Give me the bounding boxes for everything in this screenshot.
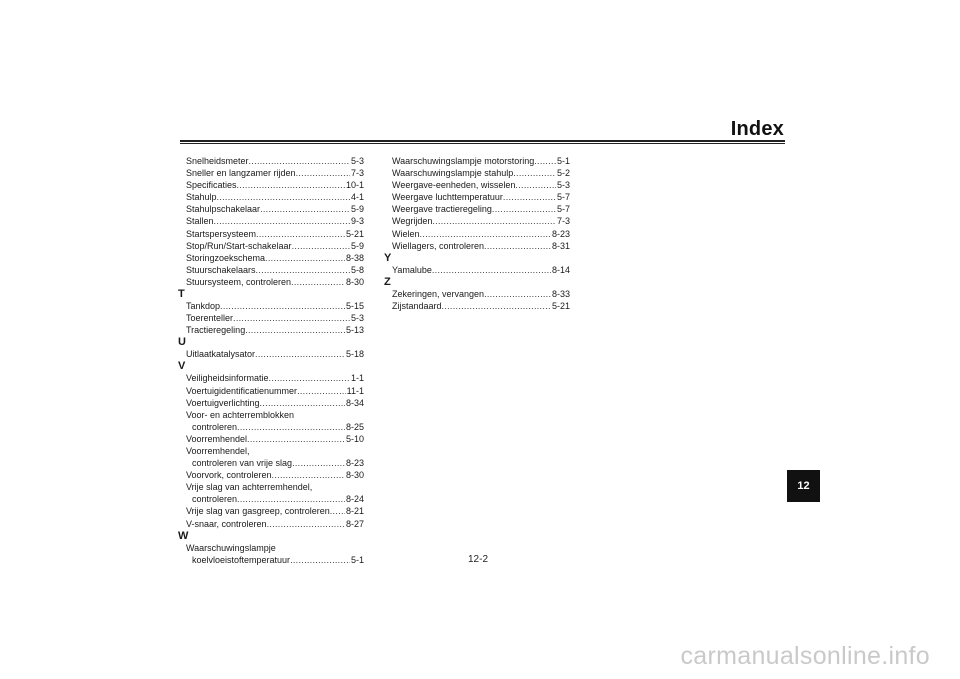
index-entry-text: Stahulpschakelaar: [186, 204, 261, 215]
index-entry-page: 5-21: [345, 228, 364, 239]
index-section-letter: W: [178, 529, 189, 542]
index-entry-page: 1-1: [350, 373, 364, 384]
dot-leader: [237, 421, 345, 433]
index-entry[interactable]: [384, 264, 570, 276]
index-entry-text: Veiligheidsinformatie: [186, 373, 269, 384]
index-entry[interactable]: [178, 276, 364, 288]
index-entry-page: 5-9: [350, 240, 364, 251]
index-entry-page: 8-34: [345, 397, 364, 408]
index-entry[interactable]: [178, 300, 364, 312]
index-entry-page: 5-10: [345, 433, 364, 444]
index-entry[interactable]: [178, 372, 364, 384]
index-entry-page: 11-1: [346, 385, 364, 396]
index-entry-page: 7-3: [556, 216, 570, 227]
index-column-left: [178, 155, 364, 566]
chapter-tab[interactable]: 12: [787, 470, 820, 502]
dot-leader: [492, 203, 556, 215]
index-entry-text: V-snaar, controleren: [186, 518, 267, 529]
index-entry[interactable]: [178, 397, 364, 409]
index-entry[interactable]: [178, 264, 364, 276]
index-entry-heading: Voorremhendel,: [186, 445, 250, 456]
index-entry[interactable]: [178, 505, 364, 517]
index-entry-text: Stop/Run/Start-schakelaar: [186, 240, 292, 251]
dot-leader: [217, 191, 350, 203]
index-entry[interactable]: [178, 203, 364, 215]
index-entry[interactable]: [178, 324, 364, 336]
index-entry[interactable]: [178, 433, 364, 445]
index-entry-page: 5-8: [350, 264, 364, 275]
dot-leader: [330, 505, 345, 517]
index-entry-page: 8-30: [345, 470, 364, 481]
index-entry-text: Zekeringen, vervangen: [392, 288, 485, 299]
index-entry-text: Weergave luchttemperatuur: [392, 192, 503, 203]
index-entry-page: 5-3: [350, 313, 364, 324]
index-entry-text: Weergave-eenheden, wisselen: [392, 180, 516, 191]
index-entry-page: 7-3: [350, 168, 364, 179]
index-entry-page: 5-1: [556, 156, 570, 166]
index-entry[interactable]: [178, 228, 364, 240]
dot-leader: [515, 179, 556, 191]
index-entry[interactable]: [384, 179, 570, 191]
index-entry[interactable]: [384, 288, 570, 300]
index-entry[interactable]: [178, 167, 364, 179]
index-entry[interactable]: [384, 300, 570, 312]
index-entry[interactable]: [178, 312, 364, 324]
index-entry[interactable]: [178, 348, 364, 360]
dot-leader: [233, 312, 350, 324]
dot-leader: [256, 228, 345, 240]
index-entry-text: Wiellagers, controleren: [392, 240, 485, 251]
index-entry-page: 8-31: [551, 240, 570, 251]
dot-leader: [432, 264, 551, 276]
index-entry-heading: Waarschuwingslampje: [186, 542, 276, 553]
index-entry-text: Sneller en langzamer rijden: [186, 168, 296, 179]
index-entry-page: 4-1: [350, 192, 364, 203]
index-section-letter: V: [178, 360, 186, 373]
index-entry-text: Waarschuwingslampje stahulp: [392, 168, 514, 179]
index-entry[interactable]: [178, 240, 364, 252]
dot-leader: [237, 493, 345, 505]
index-entry-text: Vrije slag van gasgreep, controleren: [186, 506, 330, 517]
index-entry-text: Toerenteller: [186, 313, 234, 324]
index-entry[interactable]: [178, 215, 364, 227]
index-entry[interactable]: [178, 457, 364, 469]
index-entry[interactable]: [384, 240, 570, 252]
index-entry[interactable]: [178, 469, 364, 481]
index-entry-text: Specificaties: [186, 180, 237, 191]
index-entry-heading: Vrije slag van achterremhendel,: [186, 482, 313, 493]
index-entry[interactable]: [178, 191, 364, 203]
index-entry-page: 8-14: [551, 264, 570, 275]
index-entry[interactable]: [384, 215, 570, 227]
index-entry-text: controleren: [192, 421, 238, 432]
dot-leader: [432, 215, 556, 227]
index-entry-page: 5-3: [556, 180, 570, 191]
index-entry[interactable]: [384, 203, 570, 215]
index-entry-page: 8-27: [345, 518, 364, 529]
dot-leader: [292, 457, 345, 469]
index-entry-text: Snelheidsmeter: [186, 156, 249, 166]
index-entry[interactable]: [384, 167, 570, 179]
index-entry-page: 8-33: [551, 288, 570, 299]
index-entry-text: Stahulp: [186, 192, 217, 203]
index-entry-page: 5-3: [350, 156, 364, 166]
page-title: Index: [730, 118, 784, 140]
index-entry-text: Wielen: [392, 228, 420, 239]
index-entry-text: Stallen: [186, 216, 214, 227]
dot-leader: [255, 348, 345, 360]
index-entry-text: Startspersysteem: [186, 228, 257, 239]
dot-leader: [292, 240, 350, 252]
dot-leader: [484, 288, 551, 300]
index-entry[interactable]: [178, 179, 364, 191]
index-entry-text: Storingzoekschema: [186, 252, 266, 263]
dot-leader: [513, 167, 556, 179]
dot-leader: [260, 397, 345, 409]
index-entry-text: Voertuigidentificatienummer: [186, 385, 298, 396]
dot-leader: [256, 264, 350, 276]
title-rule: [180, 140, 785, 142]
index-entry-text: Voorvork, controleren: [186, 470, 272, 481]
dot-leader: [249, 155, 350, 167]
dot-leader: [297, 385, 346, 397]
index-entry-page: 5-7: [556, 204, 570, 215]
index-entry-page: 5-18: [345, 349, 364, 360]
index-entry-page: 8-24: [345, 494, 364, 505]
index-entry-text: Tractieregeling: [186, 325, 246, 336]
dot-leader: [534, 155, 556, 167]
index-entry-page: 5-9: [350, 204, 364, 215]
index-entry[interactable]: [178, 252, 364, 264]
title-rule-thin: [180, 143, 785, 144]
index-entry[interactable]: [178, 554, 364, 566]
index-entry-page: 8-30: [345, 276, 364, 287]
index-entry-text: Uitlaatkatalysator: [186, 349, 256, 360]
watermark: carmanualsonline.info: [680, 642, 930, 670]
dot-leader: [245, 324, 345, 336]
dot-leader: [503, 191, 556, 203]
dot-leader: [420, 228, 551, 240]
index-entry[interactable]: [384, 155, 570, 167]
dot-leader: [484, 240, 551, 252]
dot-leader: [237, 179, 345, 191]
index-section-letter: Y: [384, 251, 392, 264]
index-entry-text: Wegrijden: [392, 216, 433, 227]
index-entry-text: Voorremhendel: [186, 433, 248, 444]
index-entry-text: Tankdop: [186, 301, 221, 312]
index-entry-text: Stuurschakelaars: [186, 264, 256, 275]
index-entry-page: 8-25: [345, 421, 364, 432]
index-entry-page: 9-3: [350, 216, 364, 227]
index-entry[interactable]: [384, 191, 570, 203]
index-section-letter: T: [178, 288, 185, 301]
index-entry-page: 10-1: [345, 180, 364, 191]
index-entry-text: Yamalube: [392, 264, 432, 275]
index-entry-text: Stuursysteem, controleren: [186, 276, 292, 287]
index-entry-page: 5-13: [345, 325, 364, 336]
dot-leader: [442, 300, 551, 312]
dot-leader: [272, 469, 345, 481]
index-entry[interactable]: [178, 421, 364, 433]
index-entry-page: 8-23: [551, 228, 570, 239]
index-entry-text: controleren: [192, 494, 238, 505]
page-number: 12-2: [468, 554, 489, 565]
index-entry-text: Waarschuwingslampje motorstoring: [392, 156, 535, 166]
dot-leader: [214, 215, 350, 227]
index-entry-heading: Voor- en achterremblokken: [186, 409, 295, 420]
index-entry[interactable]: [384, 228, 570, 240]
index-entry[interactable]: [178, 493, 364, 505]
index-entry-text: koelvloeistoftemperatuur: [192, 554, 291, 565]
index-entry[interactable]: [178, 518, 364, 530]
index-column-right: [384, 155, 570, 312]
dot-leader: [296, 167, 350, 179]
index-entry-page: 5-21: [551, 300, 570, 311]
index-section-letter: U: [178, 336, 186, 349]
index-entry-page: 5-7: [556, 192, 570, 203]
dot-leader: [269, 372, 350, 384]
dot-leader: [220, 300, 345, 312]
index-entry-text: Zijstandaard: [392, 300, 442, 311]
dot-leader: [265, 252, 345, 264]
index-entry-page: 5-2: [556, 168, 570, 179]
index-entry-page: 5-15: [345, 301, 364, 312]
dot-leader: [291, 276, 345, 288]
index-entry-text: Voertuigverlichting: [186, 397, 260, 408]
index-entry-page: 8-21: [345, 506, 364, 517]
index-entry-page: 8-23: [345, 458, 364, 469]
dot-leader: [247, 433, 345, 445]
index-section-letter: Z: [384, 275, 391, 288]
index-entry-page: 8-38: [345, 252, 364, 263]
index-entry-page: 5-1: [350, 554, 364, 565]
dot-leader: [290, 554, 350, 566]
index-entry-text: Weergave tractieregeling: [392, 204, 492, 215]
dot-leader: [267, 518, 345, 530]
index-entry[interactable]: [178, 155, 364, 167]
index-entry[interactable]: [178, 385, 364, 397]
dot-leader: [260, 203, 350, 215]
index-entry-text: controleren van vrije slag: [192, 458, 293, 469]
